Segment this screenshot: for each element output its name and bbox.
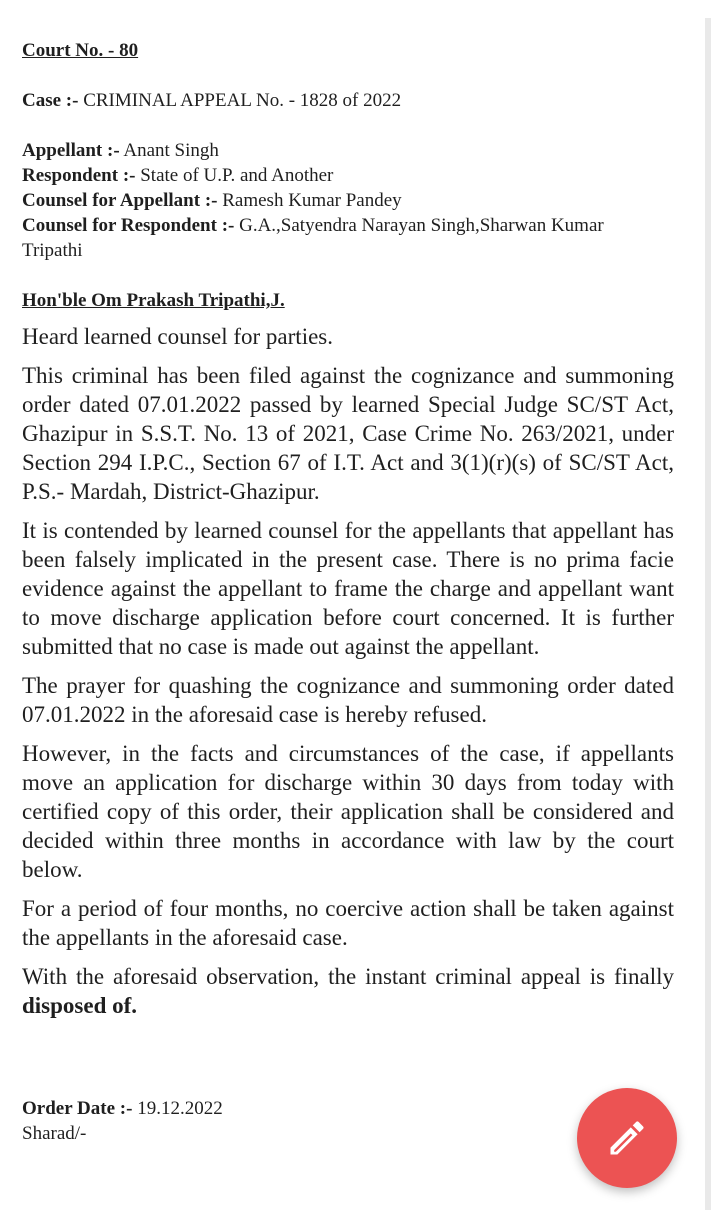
paragraph-2: This criminal has been filed against the cognizance and summoning order dated 07.01.2022 passed by learned Special Judge SC/ST Act, Ghazipur in S.S.T. No. 13 of 2021, Case Crime No. 263/2021, under Section 294 I.P.C., Section 67 of I.T. Act and 3(1)(r)(s) of SC/ST Act, P.S.- Mardah, District-Ghazipur.	[22, 363, 674, 504]
disposed-of-text: disposed of.	[22, 993, 138, 1018]
counsel-respondent-label: Counsel for Respondent :-	[22, 215, 235, 236]
judge-name: Hon'ble Om Prakash Tripathi,J.	[22, 290, 285, 311]
respondent-line	[22, 163, 642, 188]
scrollbar[interactable]	[705, 18, 711, 1210]
paragraph-7	[22, 962, 674, 1020]
case-line	[22, 88, 401, 113]
respondent-label: Respondent :-	[22, 165, 136, 186]
paragraph-7-text: With the aforesaid observation, the instant criminal appeal is finally	[22, 964, 674, 989]
order-date-value: 19.12.2022	[137, 1098, 223, 1119]
counsel-appellant-value: Ramesh Kumar Pandey	[222, 190, 402, 211]
appellant-label: Appellant :-	[22, 140, 120, 161]
order-date-label: Order Date :-	[22, 1098, 133, 1119]
parties-block	[22, 138, 642, 263]
paragraph-4: The prayer for quashing the cognizance and summoning order dated 07.01.2022 in the aforesaid case is hereby refused.	[22, 673, 674, 727]
respondent-value: State of U.P. and Another	[140, 165, 334, 186]
case-value: CRIMINAL APPEAL No. - 1828 of 2022	[83, 90, 402, 111]
court-number: Court No. - 80	[22, 40, 139, 61]
counsel-respondent-line	[22, 213, 642, 263]
paragraph-6: For a period of four months, no coercive action shall be taken against the appellants in the aforesaid case.	[22, 896, 674, 950]
case-label: Case :-	[22, 90, 79, 111]
paragraph-5: However, in the facts and circumstances of the case, if appellants move an application for discharge within 30 days from today with certified copy of this order, their application shall be considered and decided within three months in accordance with law by the court below.	[22, 741, 674, 882]
paragraph-3: It is contended by learned counsel for the appellants that appellant has been falsely implicated in the present case. There is no prima facie evidence against the appellant to frame the charge and appellant want to move discharge application before court concerned. It is further submitted that no case is made out against the appellant.	[22, 518, 674, 659]
counsel-respondent-value: G.A.,Satyendra Narayan Singh,Sharwan Kumar Tripathi	[22, 215, 604, 261]
order-date-line	[22, 1096, 223, 1121]
appellant-value: Anant Singh	[123, 140, 219, 161]
counsel-appellant-label: Counsel for Appellant :-	[22, 190, 218, 211]
counsel-appellant-line	[22, 188, 642, 213]
edit-fab-button[interactable]	[577, 1088, 677, 1188]
pencil-icon	[605, 1116, 649, 1160]
order-body	[22, 322, 674, 1030]
signature: Sharad/-	[22, 1123, 87, 1144]
paragraph-1: Heard learned counsel for parties.	[22, 324, 333, 349]
appellant-line	[22, 138, 642, 163]
